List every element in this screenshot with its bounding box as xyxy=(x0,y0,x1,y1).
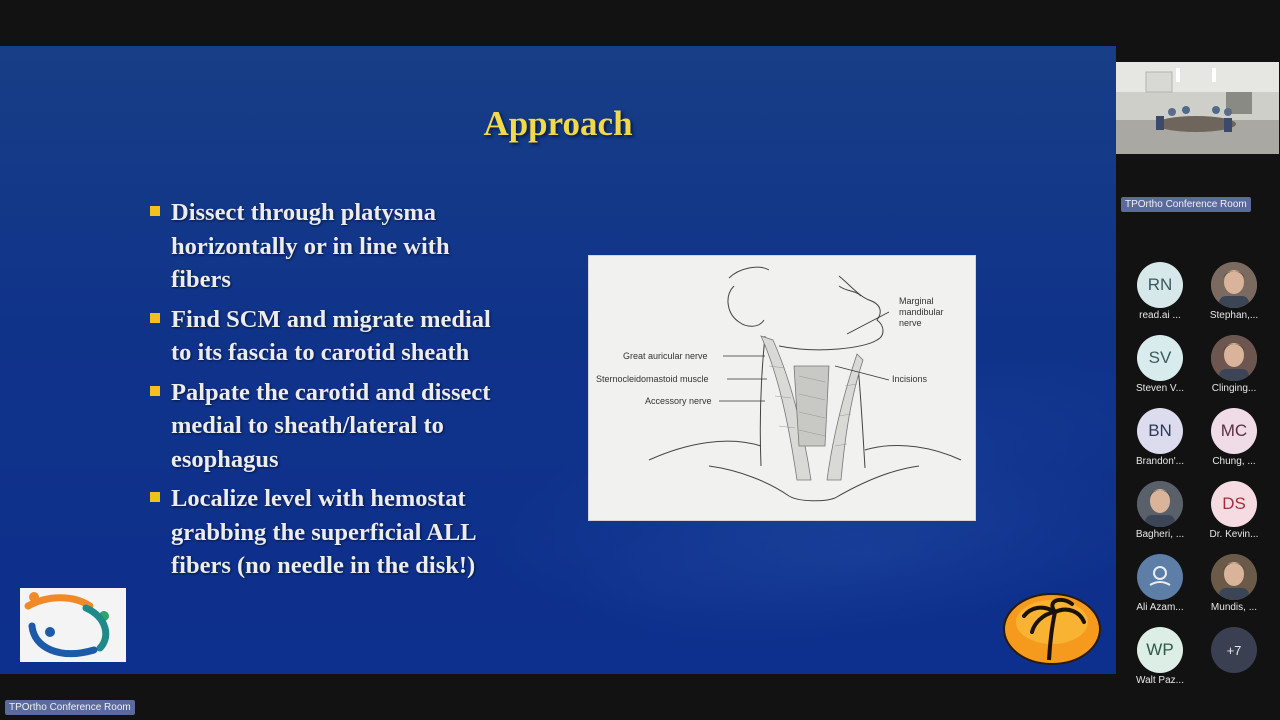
participant-avatar: MC xyxy=(1211,408,1257,454)
participant-tile[interactable] xyxy=(1123,554,1197,613)
bullet-line: fibers (no needle in the disk!) xyxy=(171,552,476,579)
bullet-line: fibers xyxy=(171,266,231,293)
participant-photo xyxy=(1211,262,1257,308)
bullet-square-icon xyxy=(150,313,160,323)
bullet-text xyxy=(171,482,558,583)
room-name-badge: TPOrtho Conference Room xyxy=(5,700,135,715)
participant-name: Brandon'... xyxy=(1135,456,1185,467)
bullet-line: Dissect through platysma xyxy=(171,199,436,226)
bullet-item xyxy=(148,482,558,583)
bullet-line: horizontally or in line with xyxy=(171,232,450,260)
participant-name: Mundis, ... xyxy=(1210,602,1258,613)
participant-name: Ali Azam... xyxy=(1136,602,1184,613)
bullet-line: Palpate the carotid and dissect xyxy=(171,378,491,406)
participant-avatar: DS xyxy=(1211,481,1257,527)
participant-avatar: SV xyxy=(1137,335,1183,381)
conference-room-video[interactable] xyxy=(1116,62,1279,154)
bullet-text xyxy=(171,376,558,477)
participant-name: Stephan,... xyxy=(1209,310,1259,321)
participant-tile[interactable] xyxy=(1123,262,1197,321)
figure-label-scm: Sternocleidomastoid muscle xyxy=(596,374,709,384)
participant-name: Chung, ... xyxy=(1212,456,1256,467)
figures-logo-icon xyxy=(20,588,126,662)
bullet-square-icon xyxy=(150,386,160,396)
bullet-line: Localize level with hemostat xyxy=(171,485,466,512)
palm-tree-icon xyxy=(1002,592,1102,666)
bullet-line: Find SCM and migrate medial xyxy=(171,305,491,333)
room-name-badge: TPOrtho Conference Room xyxy=(1121,197,1251,212)
participant-name: Clinging... xyxy=(1211,383,1257,394)
participant-tile[interactable] xyxy=(1197,408,1271,467)
participant-tile[interactable] xyxy=(1197,335,1271,394)
bullet-line: grabbing the superficial ALL xyxy=(171,518,477,546)
participant-avatar: RN xyxy=(1137,262,1183,308)
participant-tile[interactable] xyxy=(1197,627,1271,673)
figure-label-marginal: nerve xyxy=(899,318,922,328)
participant-tile[interactable] xyxy=(1197,481,1271,540)
participant-photo xyxy=(1211,554,1257,600)
bullet-item xyxy=(148,303,558,370)
bullet-line: esophagus xyxy=(171,445,279,473)
conference-room-scene xyxy=(1116,62,1279,154)
participant-photo xyxy=(1137,481,1183,527)
figure-label-marginal: mandibular xyxy=(899,307,944,317)
participant-avatar: BN xyxy=(1137,408,1183,454)
bullet-list xyxy=(148,196,558,589)
participant-name: Walt Paz... xyxy=(1136,675,1184,686)
participant-tile[interactable] xyxy=(1123,627,1197,686)
figure-label-accessory: Accessory nerve xyxy=(645,396,712,406)
participant-tile[interactable] xyxy=(1123,335,1197,394)
bullet-line: to its fascia to carotid sheath xyxy=(171,339,470,366)
bullet-square-icon xyxy=(150,492,160,502)
neck-anatomy-figure xyxy=(588,255,976,521)
participant-tile[interactable] xyxy=(1197,554,1271,613)
bullet-square-icon xyxy=(150,206,160,216)
organization-logo xyxy=(20,588,126,662)
slide-title: Approach xyxy=(483,104,633,143)
more-participants-badge: +7 xyxy=(1211,627,1257,673)
bullet-text xyxy=(171,196,558,297)
bullet-item xyxy=(148,376,558,477)
participant-tile[interactable] xyxy=(1197,262,1271,321)
bullet-text xyxy=(171,303,558,370)
bullet-item xyxy=(148,196,558,297)
neck-anatomy-drawing xyxy=(589,256,975,520)
participant-name: Bagheri, ... xyxy=(1135,529,1185,540)
palm-tree-logo xyxy=(1002,592,1102,671)
participant-tile[interactable] xyxy=(1123,408,1197,467)
shared-slide xyxy=(0,46,1116,674)
participant-name: Dr. Kevin... xyxy=(1209,529,1259,540)
participant-tile[interactable] xyxy=(1123,481,1197,540)
participant-name: read.ai ... xyxy=(1139,310,1181,321)
figure-label-marginal: Marginal xyxy=(899,296,934,306)
user-icon xyxy=(1137,554,1183,600)
figure-label-incisions: Incisions xyxy=(892,374,928,384)
figure-label-great-auricular: Great auricular nerve xyxy=(623,351,708,361)
participant-photo xyxy=(1211,335,1257,381)
bullet-line: medial to sheath/lateral to xyxy=(171,412,444,439)
participant-name: Steven V... xyxy=(1136,383,1184,394)
participant-avatar: WP xyxy=(1137,627,1183,673)
